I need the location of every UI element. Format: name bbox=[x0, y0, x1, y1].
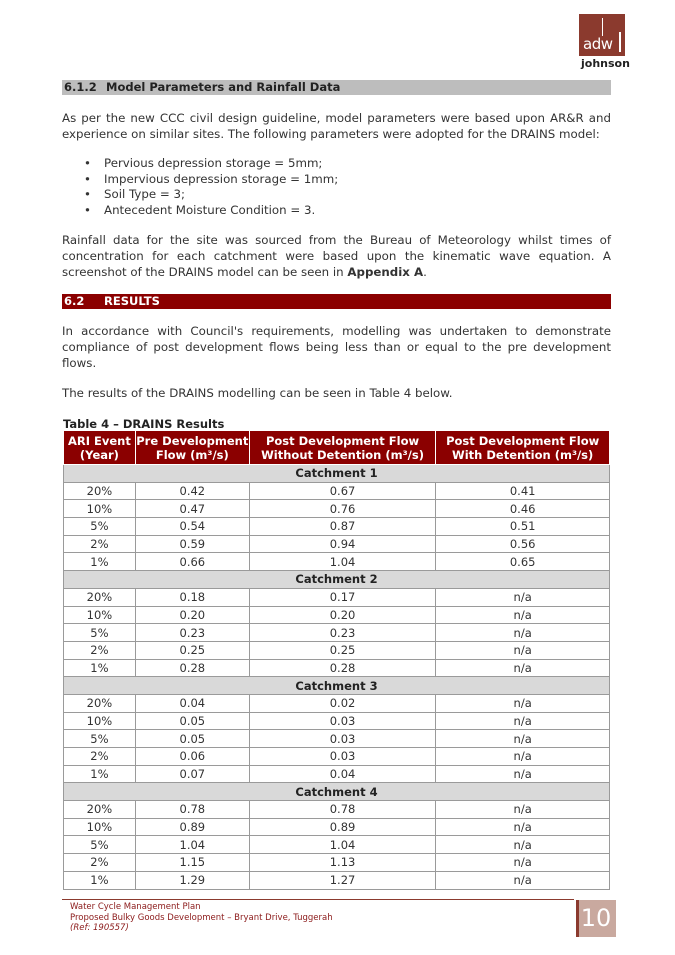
header-ari-event: ARI Event (Year) bbox=[64, 431, 136, 465]
table-row bbox=[64, 730, 610, 748]
table-cell: n/a bbox=[436, 606, 610, 624]
section-title: RESULTS bbox=[104, 294, 160, 308]
table-cell: 0.05 bbox=[135, 730, 249, 748]
page-number: 10 bbox=[576, 900, 616, 937]
table-cell: 1.13 bbox=[249, 854, 436, 872]
table-row bbox=[64, 588, 610, 606]
table-row bbox=[64, 694, 610, 712]
paragraph-results-intro: The results of the DRAINS modelling can be seen in Table 4 below. bbox=[62, 386, 453, 400]
table-cell: 1.04 bbox=[135, 836, 249, 854]
table-cell: 0.06 bbox=[135, 748, 249, 766]
table-cell: 20% bbox=[64, 482, 136, 500]
table-row bbox=[64, 765, 610, 783]
table-row bbox=[64, 801, 610, 819]
table-cell: 0.76 bbox=[249, 500, 436, 518]
table-row bbox=[64, 624, 610, 642]
table-cell: 0.18 bbox=[135, 588, 249, 606]
list-item: • Soil Type = 3; bbox=[84, 187, 338, 203]
drains-results-table bbox=[63, 430, 610, 890]
table-cell: 2% bbox=[64, 535, 136, 553]
section-heading-6-2 bbox=[62, 294, 611, 309]
table-cell: 0.23 bbox=[249, 624, 436, 642]
footer-document-title: Water Cycle Management Plan bbox=[70, 902, 201, 912]
table-cell: n/a bbox=[436, 836, 610, 854]
table-cell: 0.28 bbox=[135, 659, 249, 677]
table-cell: 0.67 bbox=[249, 482, 436, 500]
table-cell: 5% bbox=[64, 836, 136, 854]
table-row bbox=[64, 748, 610, 766]
appendix-reference: Appendix A bbox=[347, 265, 424, 279]
table-cell: 1.29 bbox=[135, 871, 249, 889]
paragraph-compliance: In accordance with Council's requirements, modelling was undertaken to demonstrate compliance of post development flows being less than or equal to the pre development flows. bbox=[62, 324, 611, 370]
table-cell: 0.05 bbox=[135, 712, 249, 730]
table-cell: 10% bbox=[64, 606, 136, 624]
table-cell: 20% bbox=[64, 694, 136, 712]
table-cell: 20% bbox=[64, 588, 136, 606]
table-cell: 0.20 bbox=[249, 606, 436, 624]
table-cell: n/a bbox=[436, 801, 610, 819]
table-cell: 0.89 bbox=[249, 818, 436, 836]
table-row bbox=[64, 641, 610, 659]
table-cell: n/a bbox=[436, 871, 610, 889]
table-cell: 0.41 bbox=[436, 482, 610, 500]
table-cell: 0.56 bbox=[436, 535, 610, 553]
table-row bbox=[64, 482, 610, 500]
table-caption: Table 4 – DRAINS Results bbox=[63, 417, 225, 431]
table-row bbox=[64, 518, 610, 536]
table-cell: 0.23 bbox=[135, 624, 249, 642]
table-cell: 1% bbox=[64, 871, 136, 889]
catchment-label: Catchment 1 bbox=[64, 465, 610, 483]
logo-text-adw: adw bbox=[583, 35, 613, 53]
header-pre-development: Pre Development Flow (m³/s) bbox=[135, 431, 249, 465]
table-cell: 0.17 bbox=[249, 588, 436, 606]
table-cell: 0.59 bbox=[135, 535, 249, 553]
table-row bbox=[64, 871, 610, 889]
table-cell: 0.25 bbox=[135, 641, 249, 659]
table-cell: 2% bbox=[64, 854, 136, 872]
table-cell: n/a bbox=[436, 659, 610, 677]
table-cell: 0.54 bbox=[135, 518, 249, 536]
subsection-heading-6-1-2 bbox=[62, 80, 611, 95]
table-cell: n/a bbox=[436, 712, 610, 730]
table-row bbox=[64, 854, 610, 872]
table-cell: 2% bbox=[64, 641, 136, 659]
table-cell: 1.04 bbox=[249, 553, 436, 571]
table-cell: 0.03 bbox=[249, 748, 436, 766]
parameter-list bbox=[84, 156, 338, 218]
catchment-header-row bbox=[64, 465, 610, 483]
table-cell: n/a bbox=[436, 588, 610, 606]
table-cell: 1.04 bbox=[249, 836, 436, 854]
list-item: • Pervious depression storage = 5mm; bbox=[84, 156, 338, 172]
table-cell: 0.03 bbox=[249, 730, 436, 748]
table-cell: n/a bbox=[436, 818, 610, 836]
header-post-with-detention: Post Development Flow With Detention (m³/s) bbox=[436, 431, 610, 465]
rainfall-end: . bbox=[423, 265, 427, 279]
table-row bbox=[64, 659, 610, 677]
table-cell: 10% bbox=[64, 712, 136, 730]
table-row bbox=[64, 818, 610, 836]
table-cell: n/a bbox=[436, 694, 610, 712]
catchment-header-row bbox=[64, 677, 610, 695]
table-cell: 1.15 bbox=[135, 854, 249, 872]
table-cell: 1% bbox=[64, 659, 136, 677]
table-cell: 0.42 bbox=[135, 482, 249, 500]
catchment-header-row bbox=[64, 783, 610, 801]
table-cell: n/a bbox=[436, 748, 610, 766]
table-cell: 0.94 bbox=[249, 535, 436, 553]
footer-reference: (Ref: 190557) bbox=[70, 923, 129, 933]
list-item: • Antecedent Moisture Condition = 3. bbox=[84, 203, 338, 219]
footer-project: Proposed Bulky Goods Development – Bryant Drive, Tuggerah bbox=[70, 912, 333, 923]
table-cell: 2% bbox=[64, 748, 136, 766]
paragraph-model-parameters: As per the new CCC civil design guideline, model parameters were based upon AR&R and experience on similar sites. The following parameters were adopted for the DRAINS model: bbox=[62, 111, 611, 141]
table-cell: 0.25 bbox=[249, 641, 436, 659]
subsection-number: 6.1.2 bbox=[64, 80, 97, 94]
catchment-header-row bbox=[64, 571, 610, 589]
table-cell: 0.78 bbox=[249, 801, 436, 819]
subsection-title: Model Parameters and Rainfall Data bbox=[106, 80, 341, 94]
table-cell: 0.46 bbox=[436, 500, 610, 518]
table-cell: 5% bbox=[64, 730, 136, 748]
table-row bbox=[64, 606, 610, 624]
footer-divider bbox=[62, 899, 574, 900]
table-cell: 0.20 bbox=[135, 606, 249, 624]
table-cell: n/a bbox=[436, 624, 610, 642]
table-row bbox=[64, 553, 610, 571]
rainfall-text: Rainfall data for the site was sourced from the Bureau of Meteorology whilst times of concentration for each catchment were based upon the kinematic wave equation. A screenshot of the DRAINS model can be seen in bbox=[62, 233, 611, 279]
table-cell: 0.51 bbox=[436, 518, 610, 536]
table-cell: n/a bbox=[436, 730, 610, 748]
table-cell: 0.04 bbox=[135, 694, 249, 712]
table-cell: 20% bbox=[64, 801, 136, 819]
table-cell: 0.07 bbox=[135, 765, 249, 783]
table-cell: n/a bbox=[436, 641, 610, 659]
table-cell: 1% bbox=[64, 765, 136, 783]
table-cell: 0.78 bbox=[135, 801, 249, 819]
table-row bbox=[64, 500, 610, 518]
table-cell: 0.89 bbox=[135, 818, 249, 836]
table-header-row bbox=[64, 431, 610, 465]
table-cell: 5% bbox=[64, 518, 136, 536]
table-cell: n/a bbox=[436, 765, 610, 783]
table-cell: 10% bbox=[64, 818, 136, 836]
table-cell: 0.66 bbox=[135, 553, 249, 571]
table-row bbox=[64, 535, 610, 553]
list-item: • Impervious depression storage = 1mm; bbox=[84, 172, 338, 188]
table-cell: 0.03 bbox=[249, 712, 436, 730]
table-cell: 0.02 bbox=[249, 694, 436, 712]
table-cell: 5% bbox=[64, 624, 136, 642]
table-row bbox=[64, 712, 610, 730]
company-logo bbox=[579, 14, 630, 72]
logo-text-johnson: johnson bbox=[581, 57, 630, 70]
table-row bbox=[64, 836, 610, 854]
table-cell: 0.65 bbox=[436, 553, 610, 571]
paragraph-rainfall-data bbox=[62, 232, 611, 280]
logo-mark bbox=[579, 14, 625, 56]
table-cell: n/a bbox=[436, 854, 610, 872]
section-number: 6.2 bbox=[64, 294, 85, 308]
catchment-label: Catchment 2 bbox=[64, 571, 610, 589]
table-cell: 0.28 bbox=[249, 659, 436, 677]
header-post-without-detention: Post Development Flow Without Detention (m³/s) bbox=[249, 431, 436, 465]
table-cell: 0.87 bbox=[249, 518, 436, 536]
table-cell: 0.47 bbox=[135, 500, 249, 518]
catchment-label: Catchment 3 bbox=[64, 677, 610, 695]
table-cell: 1% bbox=[64, 553, 136, 571]
footer-text bbox=[70, 902, 333, 934]
table-cell: 10% bbox=[64, 500, 136, 518]
catchment-label: Catchment 4 bbox=[64, 783, 610, 801]
table-cell: 0.04 bbox=[249, 765, 436, 783]
table-cell: 1.27 bbox=[249, 871, 436, 889]
